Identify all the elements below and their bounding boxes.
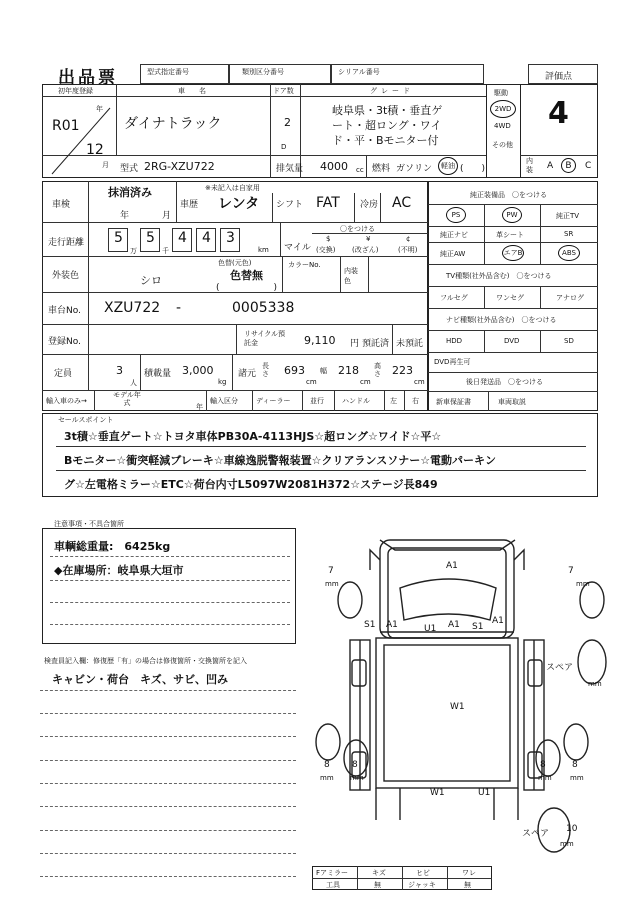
legend-crack: ヒビ bbox=[416, 869, 430, 877]
odometer-exchanged: (交換) bbox=[316, 246, 336, 254]
fuel-diesel-circled: 軽油 bbox=[438, 157, 458, 175]
damage-w1-bottom: W1 bbox=[430, 788, 445, 798]
form-title: 出品票 bbox=[58, 68, 118, 88]
exterior-color-value: シロ bbox=[140, 274, 162, 287]
score-value: 4 bbox=[548, 96, 569, 131]
dimensions-label: 諸元 bbox=[238, 369, 257, 379]
navi-type-title: ナビ種類(社外品含む) 〇をつける bbox=[446, 316, 557, 324]
sales-point-line2: Bモニター☆衝突軽減ブレーキ☆車線逸脱警報装置☆クリアランスソナー☆電動パーキン bbox=[64, 454, 496, 467]
sales-points-label: セールスポイント bbox=[58, 416, 114, 424]
tread-rear-left-2: 8 bbox=[352, 760, 358, 770]
odometer-tampered: (改ざん) bbox=[352, 246, 379, 254]
reg-month: 12 bbox=[86, 142, 104, 158]
displacement-label: 排気量 bbox=[276, 164, 304, 174]
handle-label: ハンドル bbox=[342, 397, 370, 405]
color-swap-value: 色替無 bbox=[230, 269, 263, 282]
truck-damage-diagram bbox=[300, 520, 640, 865]
damage-w1-mid: W1 bbox=[450, 702, 465, 712]
reg-era: R01 bbox=[52, 118, 80, 134]
model-value: 2RG-XZU722 bbox=[144, 160, 215, 173]
handle-left: 左 bbox=[390, 397, 397, 405]
shift-label: シフト bbox=[276, 200, 304, 210]
inspection-status: 抹消済み bbox=[108, 186, 152, 199]
import-label: 輸入車のみ→ bbox=[46, 397, 87, 405]
damage-a1-top: A1 bbox=[446, 561, 458, 571]
mileage-digit-3: 4 bbox=[178, 230, 187, 246]
ac-value: AC bbox=[392, 195, 412, 211]
score-header: 評価点 bbox=[528, 64, 598, 84]
equip-sunroof: SR bbox=[564, 230, 574, 238]
serial-field: シリアル番号 bbox=[331, 64, 484, 84]
recycle-value: 9,110 bbox=[304, 334, 336, 347]
spare1-label: スペア bbox=[546, 663, 574, 673]
damage-u1: U1 bbox=[424, 624, 437, 634]
recycle-deposited: 預託済 bbox=[362, 339, 390, 349]
damage-s1-right: S1 bbox=[472, 622, 484, 632]
equip-navi: 純正ナビ bbox=[440, 231, 468, 239]
grade-line1: 岐阜県・3t積・垂直ゲ bbox=[332, 104, 443, 117]
inspector-line1: キャビン・荷台 キズ、サビ、凹み bbox=[52, 673, 228, 686]
first-reg-label: 初年度登録 bbox=[58, 87, 93, 95]
handle-right: 右 bbox=[412, 397, 419, 405]
equip-pw-circled: PW bbox=[502, 207, 522, 223]
import-dealer: ディーラー bbox=[256, 397, 291, 405]
notes-label: 注意事項・不具合箇所 bbox=[54, 520, 124, 528]
legend-jack-value: 無 bbox=[464, 881, 471, 889]
spare2-tread: 10 bbox=[566, 824, 578, 834]
notes-line1: 車輌総重量: 6425kg bbox=[54, 540, 171, 553]
recycle-label: リサイクル預託金 bbox=[244, 330, 286, 347]
equip-airbag-circled: エアB bbox=[502, 245, 524, 261]
recycle-not-deposited: 未預託 bbox=[396, 339, 424, 349]
legend-break: ワレ bbox=[462, 869, 476, 877]
drive-other: その他 bbox=[492, 141, 513, 149]
load-label: 積載量 bbox=[144, 369, 172, 379]
class-field: 類別区分番号 bbox=[229, 64, 331, 84]
warranty-doc: 新車保証書 bbox=[436, 398, 471, 406]
ac-label: 冷房 bbox=[360, 200, 379, 210]
after-shipping-title: 後日発送品 〇をつける bbox=[466, 378, 543, 386]
mileage-digit-1: 5 bbox=[114, 230, 123, 246]
navi-dvd: DVD bbox=[504, 337, 520, 345]
vehicle-details-block bbox=[42, 181, 428, 411]
length-value: 693 bbox=[284, 364, 305, 377]
tread-rear-right-2: 8 bbox=[572, 760, 578, 770]
load-value: 3,000 bbox=[182, 364, 214, 377]
odometer-unknown: (不明) bbox=[398, 246, 418, 254]
doors-value: 2 bbox=[284, 116, 291, 129]
inspector-label: 検査員記入欄：修復歴「有」の場合は修復箇所・交換箇所を記入 bbox=[44, 657, 247, 665]
exterior-color-label: 外装色 bbox=[52, 271, 80, 281]
capacity-value: 3 bbox=[116, 364, 123, 377]
displacement-value: 4000 bbox=[320, 160, 348, 173]
mileage-label: 走行距離 bbox=[48, 238, 85, 248]
doors-label: ドア数 bbox=[273, 87, 294, 95]
width-value: 218 bbox=[338, 364, 359, 377]
legend-scratch: キズ bbox=[372, 869, 386, 877]
legend-jack: ジャッキ bbox=[408, 881, 436, 889]
legend-mirror: Fアミラー bbox=[316, 869, 349, 877]
car-name: ダイナトラック bbox=[124, 116, 222, 132]
tread-front-left: 7 bbox=[328, 566, 334, 576]
equipment-title: 純正装備品 〇をつける bbox=[470, 191, 547, 199]
drive-4wd: 4WD bbox=[494, 122, 511, 130]
damage-s1-left: S1 bbox=[364, 620, 376, 630]
damage-u1-bottom: U1 bbox=[478, 788, 491, 798]
car-name-label: 車名 bbox=[178, 87, 220, 95]
import-parallel: 並行 bbox=[310, 397, 324, 405]
odometer-opt-header: 〇をつける bbox=[340, 225, 375, 233]
grade-label: グレード bbox=[370, 87, 414, 95]
equip-aw: 純正AW bbox=[440, 250, 466, 258]
history-label: 車歴 bbox=[180, 200, 199, 210]
import-type-label: 輸入区分 bbox=[210, 397, 238, 405]
spare2-label: スペア bbox=[522, 829, 550, 839]
grade-line3: ド・平・Bモニター付 bbox=[332, 134, 439, 147]
navi-hdd: HDD bbox=[446, 337, 463, 345]
history-value: レンタ bbox=[218, 196, 260, 212]
sales-point-line3: グ☆左電格ミラー☆ETC☆荷台内寸L5097W2081H372☆ステージ長849 bbox=[64, 478, 438, 491]
tread-rear-left-1: 8 bbox=[324, 760, 330, 770]
equip-leather: 革シート bbox=[496, 231, 524, 239]
shift-value: FAT bbox=[316, 195, 340, 211]
mileage-digit-2: 5 bbox=[146, 230, 155, 246]
sales-point-line1: 3t積☆垂直ゲート☆トヨタ車体PB30A-4113HJS☆超ロング☆ワイド☆平☆ bbox=[64, 430, 442, 443]
drive-label: 駆動 bbox=[494, 89, 508, 97]
model-cert-field: 型式指定番号 bbox=[140, 64, 229, 84]
mile-label: マイル bbox=[284, 243, 311, 253]
height-value: 223 bbox=[392, 364, 413, 377]
fuel-label: 燃料 bbox=[372, 164, 391, 174]
mileage-digit-4: 4 bbox=[202, 230, 211, 246]
tread-rear-right-1: 8 bbox=[540, 760, 546, 770]
interior-a: A bbox=[547, 161, 554, 171]
tread-front-right: 7 bbox=[568, 566, 574, 576]
equip-abs-circled: ABS bbox=[558, 245, 580, 261]
tv-oneseg: ワンセグ bbox=[496, 294, 524, 302]
navi-sd: SD bbox=[564, 337, 574, 345]
damage-a1-mid: A1 bbox=[448, 620, 460, 630]
interior-c: C bbox=[585, 161, 592, 171]
notes-line2: ◆在庫場所：岐阜県大垣市 bbox=[54, 564, 184, 577]
equip-tv: 純正TV bbox=[556, 212, 580, 220]
legend-tools-value: 無 bbox=[374, 881, 381, 889]
chassis-number: 0005338 bbox=[232, 300, 295, 316]
interior-label: 内装 bbox=[526, 157, 533, 174]
fuel-gasoline: ガソリン bbox=[396, 164, 433, 174]
registration-label: 登録No. bbox=[48, 337, 81, 347]
capacity-label: 定員 bbox=[54, 369, 73, 379]
model-year-label: モデル年式 bbox=[113, 391, 141, 407]
color-swap-label: 色替(元色) bbox=[218, 259, 252, 267]
tv-type-title: TV種類(社外品含む) 〇をつける bbox=[446, 272, 552, 280]
damage-a1-right: A1 bbox=[492, 616, 504, 626]
drive-2wd-circled: 2WD bbox=[490, 100, 516, 118]
damage-a1-left: A1 bbox=[386, 620, 398, 630]
interior-b-circled: B bbox=[561, 158, 576, 173]
private-note: ※未記入は自家用 bbox=[205, 184, 260, 192]
interior-color-label: 内装色 bbox=[344, 267, 358, 285]
model-label: 型式 bbox=[120, 164, 139, 174]
legend-tools: 工具 bbox=[326, 881, 340, 889]
grade-line2: ート・超ロング・ワイ bbox=[332, 119, 442, 132]
color-no-label: カラーNo. bbox=[288, 261, 321, 269]
dvd-player: DVD再生可 bbox=[434, 358, 471, 366]
mileage-digit-5: 3 bbox=[226, 230, 235, 246]
inspection-label: 車検 bbox=[52, 200, 71, 210]
tv-analog: アナログ bbox=[556, 294, 584, 302]
owner-manual: 車両取説 bbox=[498, 398, 526, 406]
chassis-label: 車台No. bbox=[48, 306, 81, 316]
chassis-prefix: XZU722 bbox=[104, 300, 161, 316]
equip-ps-circled: PS bbox=[446, 207, 466, 223]
tv-fullseg: フルセグ bbox=[440, 294, 468, 302]
